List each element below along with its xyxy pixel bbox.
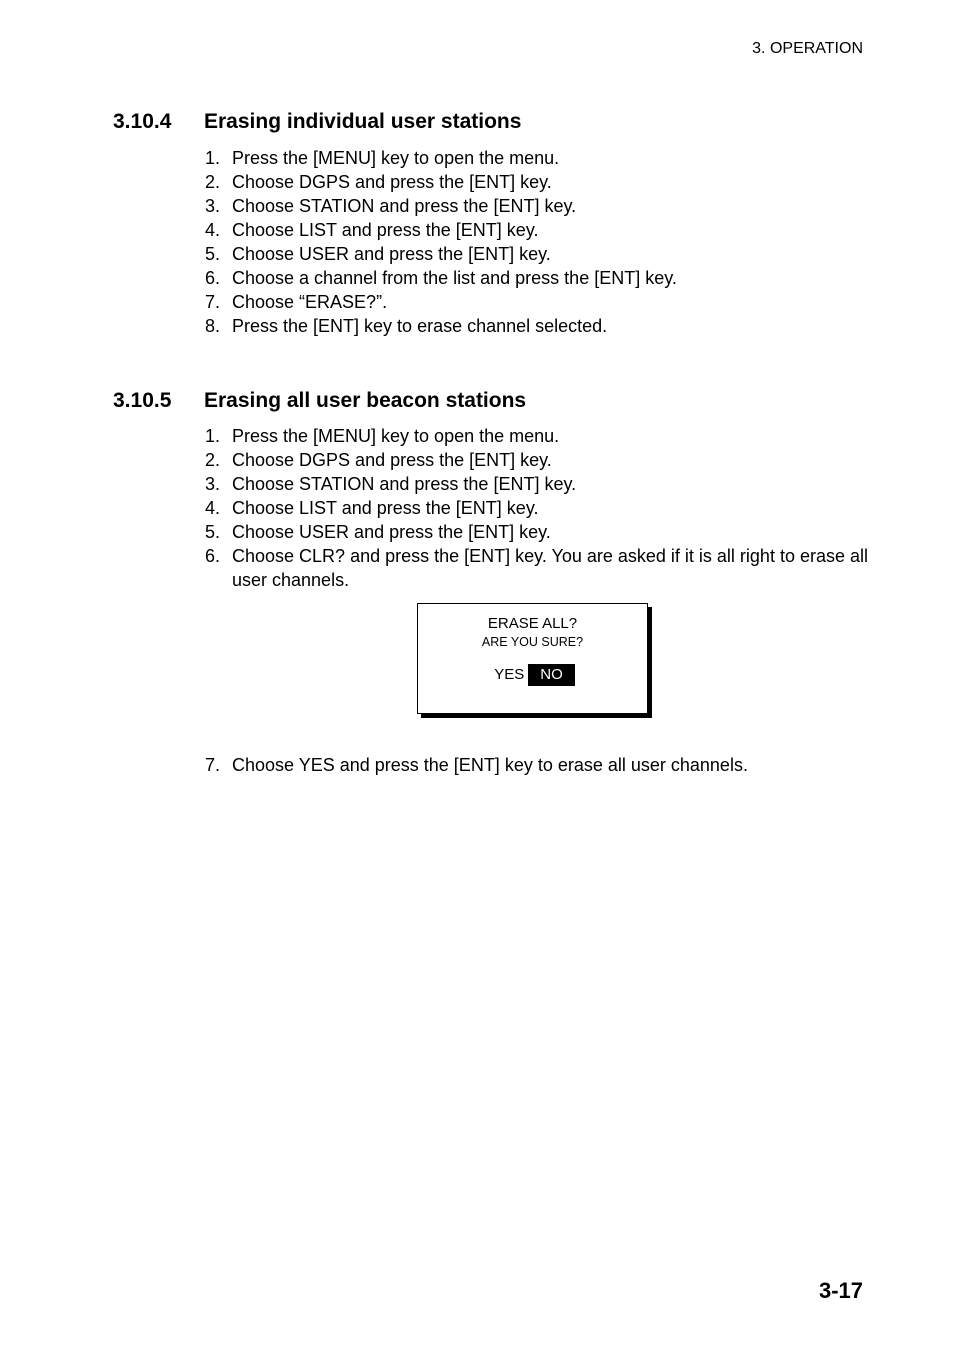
step-number: 6. (205, 268, 221, 288)
step-text: Press the [MENU] key to open the menu. (232, 426, 560, 446)
step-number: 5. (205, 244, 221, 264)
yes-option[interactable]: YES (494, 666, 525, 683)
list-item (205, 266, 873, 290)
step-text: Choose CLR? and press the [ENT] key. You are asked if it is all right to erase all user channels. (232, 546, 868, 590)
list-item (205, 146, 873, 170)
step-number: 3. (205, 196, 221, 216)
step-text: Press the [MENU] key to open the menu. (232, 148, 560, 168)
step-number: 7. (205, 292, 221, 312)
step-text: Choose “ERASE?”. (232, 292, 388, 312)
list-item (205, 520, 873, 544)
step-number: 4. (205, 220, 221, 240)
list-item (205, 448, 873, 472)
step-number: 8. (205, 316, 221, 336)
step-number: 6. (205, 546, 221, 566)
list-item (205, 472, 873, 496)
no-option-selected[interactable]: NO (528, 664, 575, 686)
list-item (205, 496, 873, 520)
list-item (205, 170, 873, 194)
step-number: 4. (205, 498, 221, 518)
dialog-subtitle: ARE YOU SURE? (481, 635, 584, 649)
list-item (205, 242, 873, 266)
step-text: Choose YES and press the [ENT] key to erase all user channels. (232, 755, 748, 775)
list-item (205, 424, 873, 448)
list-item (205, 314, 873, 338)
section-erasing-all (113, 389, 873, 592)
step-text: Press the [ENT] key to erase channel selected. (232, 316, 608, 336)
step-text: Choose USER and press the [ENT] key. (232, 522, 551, 542)
step-number: 5. (205, 522, 221, 542)
running-header: 3. OPERATION (752, 40, 863, 57)
list-item (205, 218, 873, 242)
list-item (205, 194, 873, 218)
dialog-options (418, 664, 647, 686)
erase-all-dialog (417, 603, 648, 714)
step-list (205, 753, 873, 777)
step-number: 1. (205, 426, 221, 446)
page-number: 3-17 (818, 1278, 863, 1303)
list-item (205, 753, 873, 777)
list-item (205, 290, 873, 314)
section-heading (113, 389, 873, 413)
section-title: Erasing all user beacon stations (204, 389, 527, 412)
section-title: Erasing individual user stations (204, 110, 522, 133)
section-number: 3.10.5 (113, 389, 172, 412)
list-item (205, 544, 873, 592)
step-text: Choose USER and press the [ENT] key. (232, 244, 551, 264)
step-number: 2. (205, 450, 221, 470)
step-text: Choose STATION and press the [ENT] key. (232, 196, 577, 216)
step-number: 3. (205, 474, 221, 494)
step-text: Choose LIST and press the [ENT] key. (232, 498, 539, 518)
step-text: Choose STATION and press the [ENT] key. (232, 474, 577, 494)
section-heading (113, 110, 873, 134)
dialog-title: ERASE ALL? (487, 615, 578, 632)
step-list (205, 146, 873, 338)
section-number: 3.10.4 (113, 110, 172, 133)
step-number: 2. (205, 172, 221, 192)
step-text: Choose a channel from the list and press the [ENT] key. (232, 268, 677, 288)
section-erasing-individual (113, 110, 873, 338)
section-erasing-all-continued (113, 753, 873, 777)
step-text: Choose LIST and press the [ENT] key. (232, 220, 539, 240)
step-text: Choose DGPS and press the [ENT] key. (232, 172, 552, 192)
step-text: Choose DGPS and press the [ENT] key. (232, 450, 552, 470)
step-number: 7. (205, 755, 221, 775)
step-list (205, 424, 873, 592)
step-number: 1. (205, 148, 221, 168)
